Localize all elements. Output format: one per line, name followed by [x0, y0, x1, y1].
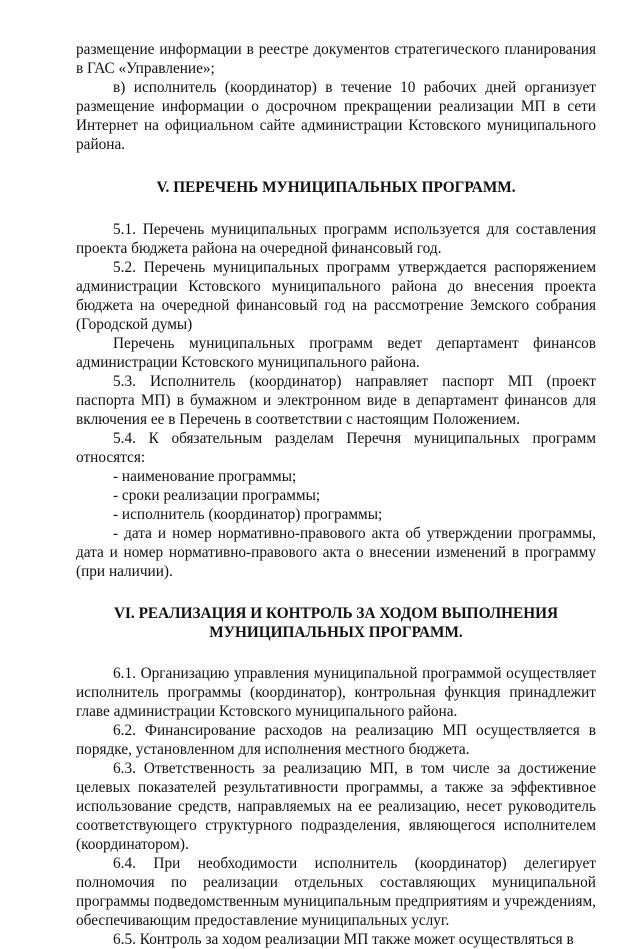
- section-5-heading: V. ПЕРЕЧЕНЬ МУНИЦИПАЛЬНЫХ ПРОГРАММ.: [156, 179, 516, 196]
- paragraph-6-1: 6.1. Организацию управления муниципальной программой осуществляет исполнитель программы (координатор), контрольная функция принадлежит главе администрации Кстовского муниципального района.: [76, 665, 596, 720]
- section-6-heading: [76, 604, 596, 642]
- section-6-heading-line-2: МУНИЦИПАЛЬНЫХ ПРОГРАММ.: [209, 624, 463, 641]
- list-item-executor: - исполнитель (координатор) программы;: [113, 506, 383, 523]
- paragraph-5-3: 5.3. Исполнитель (координатор) направляет паспорт МП (проект паспорта МП) в бумажном и электронном виде в департамент финансов для включения ее в Перечень в соответствии с настоящим Положением.: [76, 373, 596, 428]
- paragraph-item-v: в) исполнитель (координатор) в течение 10 рабочих дней организует размещение информации о досрочном прекращении реализации МП в сети Интернет на официальном сайте администрации Кстовского муниципального района.: [76, 79, 596, 153]
- paragraph-6-2: 6.2. Финансирование расходов на реализацию МП осуществляется в порядке, установленном для исполнения местного бюджета.: [76, 722, 596, 758]
- section-6-heading-line-1: VI. РЕАЛИЗАЦИЯ И КОНТРОЛЬ ЗА ХОДОМ ВЫПОЛНЕНИЯ: [113, 605, 559, 622]
- paragraph-6-5: 6.5. Контроль за ходом реализации МП также может осуществляться в: [113, 931, 574, 948]
- paragraph-5-2: 5.2. Перечень муниципальных программ утверждается распоряжением администрации Кстовского муниципального района до внесения проекта бюджета на очередной финансовый год на рассмотрение Земского собрания (Городской думы): [76, 259, 596, 333]
- paragraph-5-1: 5.1. Перечень муниципальных программ используется для составления проекта бюджета района на очередной финансовый год.: [76, 221, 596, 257]
- paragraph-5-4: 5.4. К обязательным разделам Перечня муниципальных программ относятся:: [76, 430, 596, 466]
- list-item-name: - наименование программы;: [113, 468, 297, 485]
- list-item-terms: - сроки реализации программы;: [113, 487, 321, 504]
- paragraph-perechen: Перечень муниципальных программ ведет департамент финансов администрации Кстовского муниципального района.: [76, 335, 596, 371]
- paragraph-6-4: 6.4. При необходимости исполнитель (координатор) делегирует полномочия по реализации отдельных составляющих муниципальной программы подведомственным муниципальным предприятиям и учреждениям, обеспечивающим предоставление муниципальных услуг.: [76, 855, 596, 929]
- paragraph-6-3: 6.3. Ответственность за реализацию МП, в том числе за достижение целевых показателей результативности программы, а также за эффективное использование средств, направляемых на ее реализацию, несет руководитель соответствующего структурного подразделения, являющегося исполнителем (координатором).: [76, 760, 596, 853]
- document-body: [76, 40, 596, 949]
- list-item-act: - дата и номер нормативно-правового акта об утверждении программы, дата и номер нормативно-правового акта о внесении изменений в программу (при наличии).: [76, 525, 596, 580]
- paragraph-gas-upravlenie: размещение информации в реестре документов стратегического планирования в ГАС «Управление»;: [76, 41, 596, 77]
